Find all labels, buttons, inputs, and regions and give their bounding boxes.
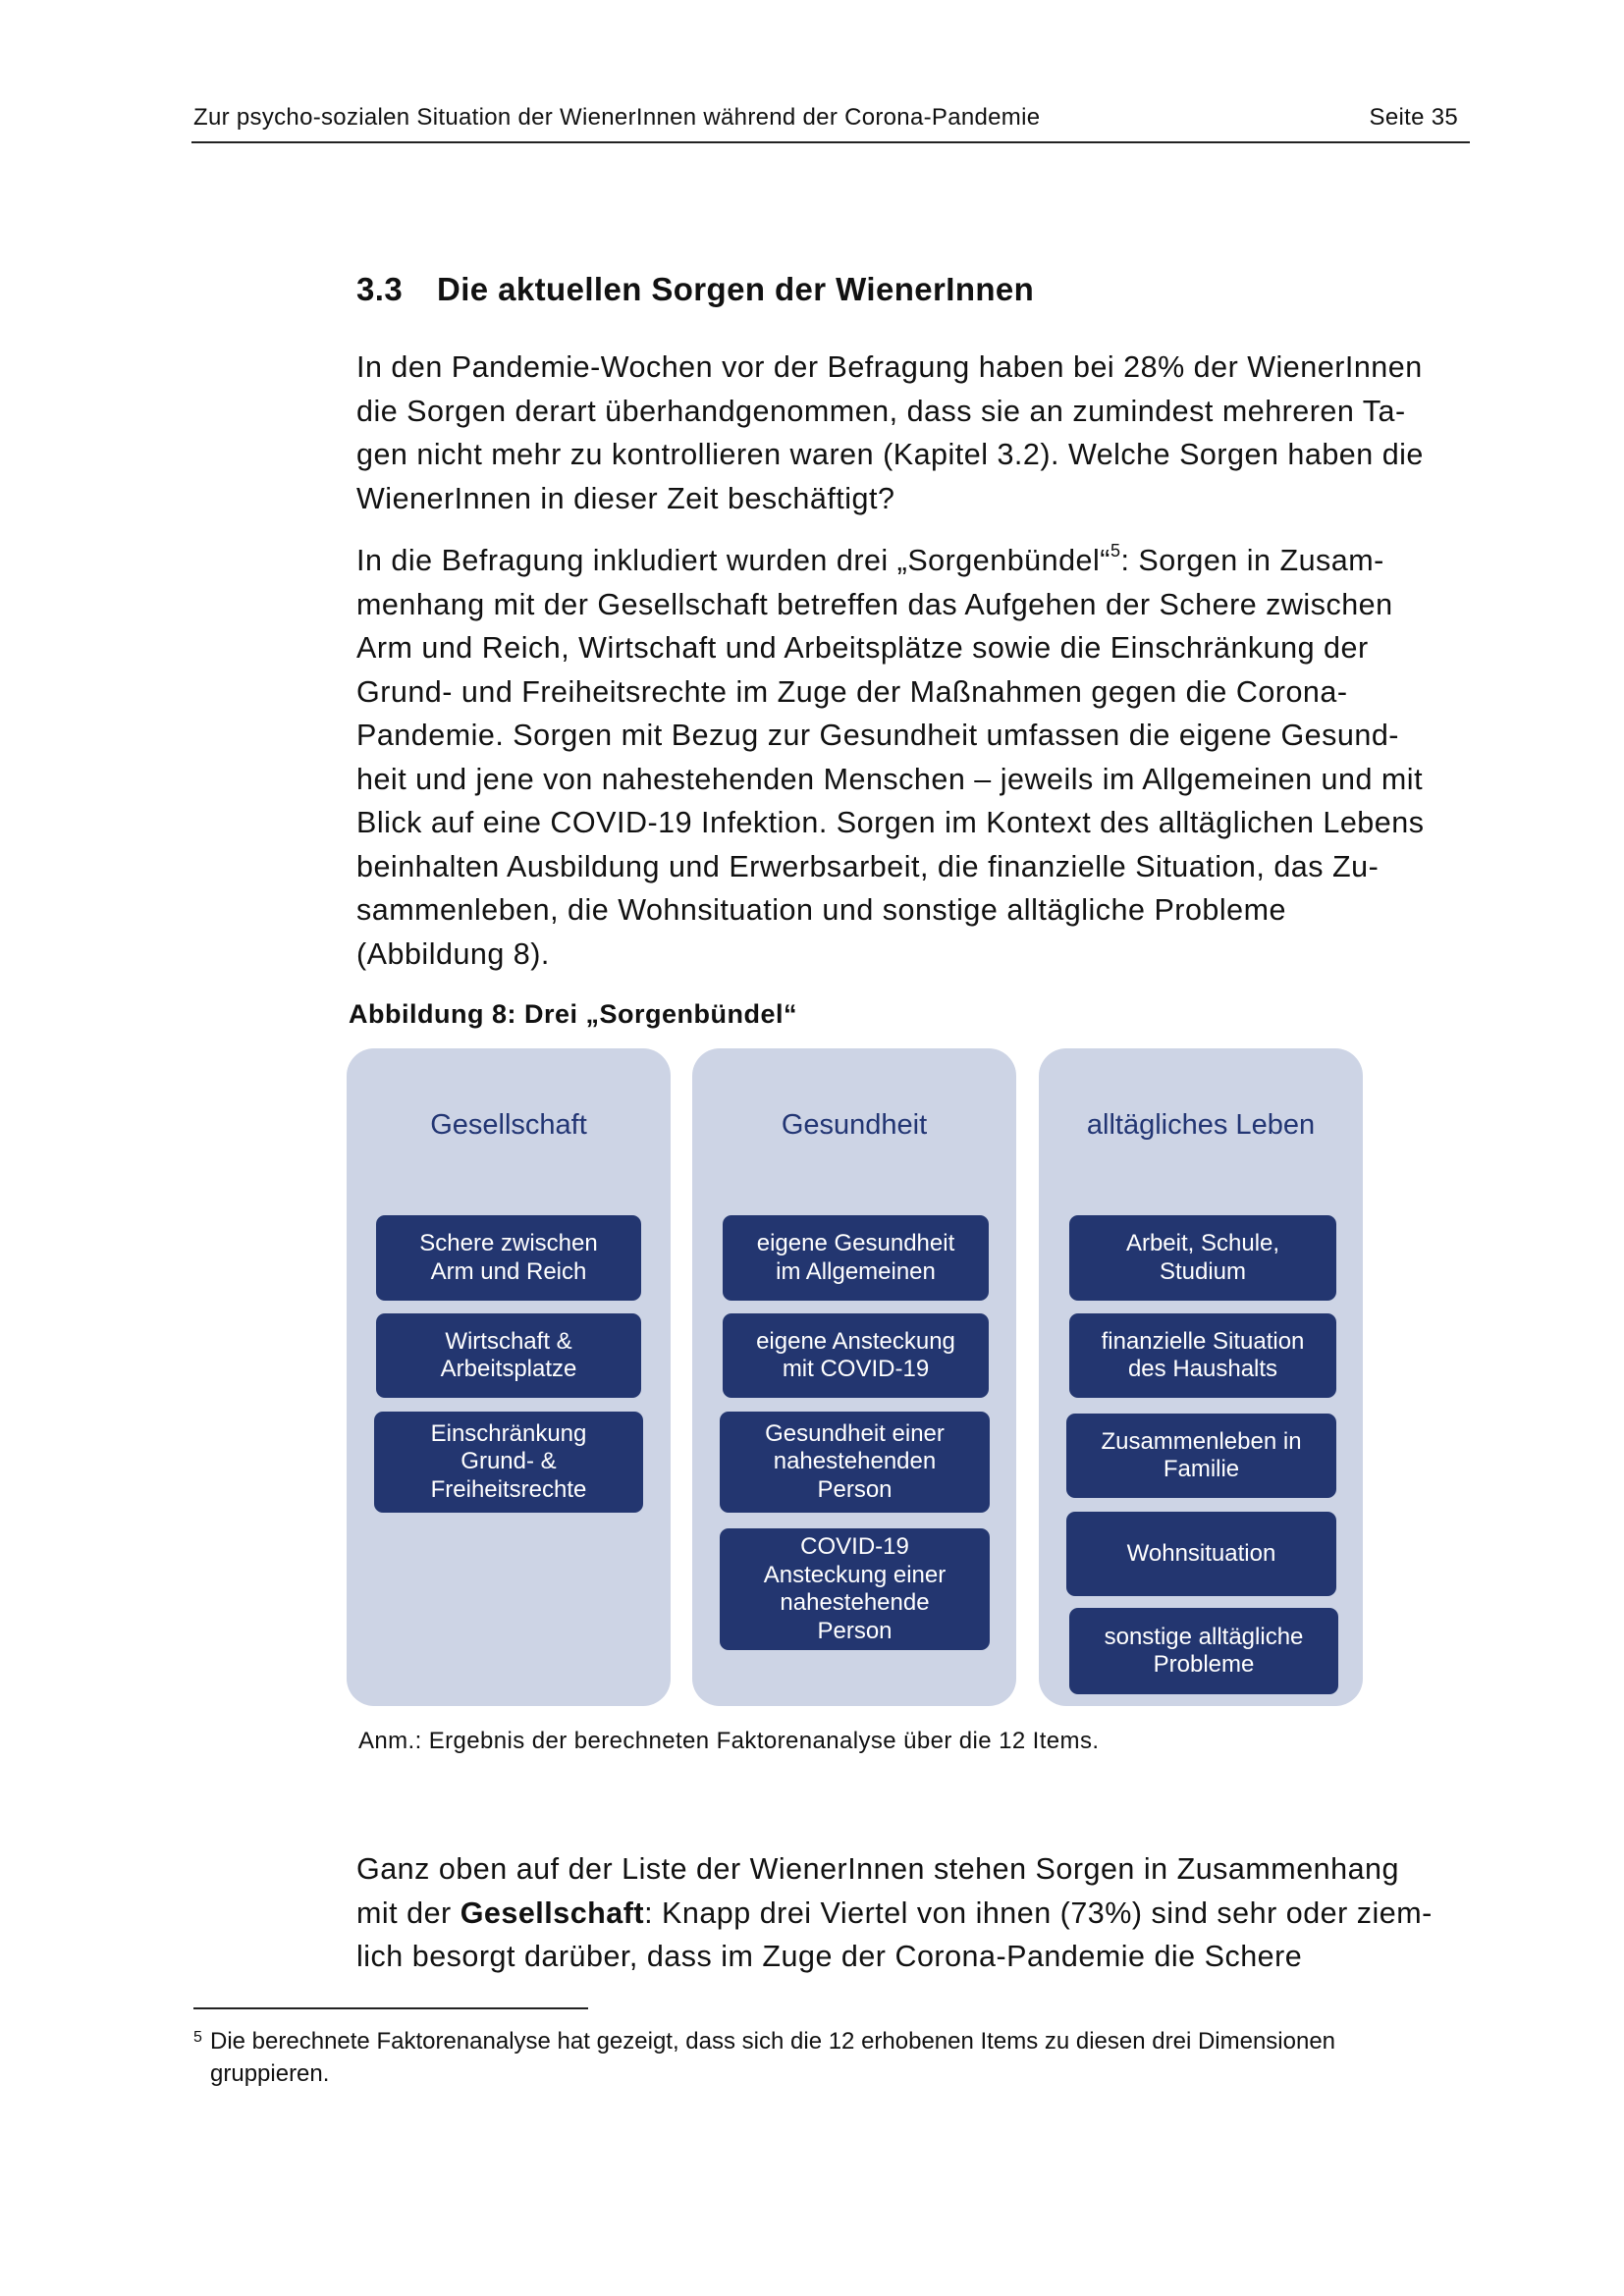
worry-item: Gesundheit einer nahestehenden Person	[720, 1412, 990, 1513]
text-line: WienerInnen in dieser Zeit beschäftigt?	[356, 481, 895, 515]
text-line: Arm und Reich, Wirtschaft und Arbeitsplätze sowie die Einschränkung der	[356, 631, 1369, 665]
worry-item: finanzielle Situation des Haushalts	[1069, 1313, 1336, 1398]
text-line: Pandemie. Sorgen mit Bezug zur Gesundheit umfassen die eigene Gesund-	[356, 719, 1399, 752]
text-fragment: : Knapp drei Viertel von ihnen (73%) sind sehr oder ziem-	[644, 1896, 1433, 1930]
footnote-number: 5	[193, 2029, 202, 2046]
category-column-alltaegliches-leben	[1039, 1048, 1363, 1706]
paragraph-sorgenbuendel	[356, 539, 1471, 976]
emphasis-gesellschaft: Gesellschaft	[460, 1896, 645, 1930]
figure-caption: Abbildung 8: Drei „Sorgenbündel“	[349, 999, 797, 1029]
footnote-reference[interactable]: 5	[1110, 541, 1121, 561]
worry-item: Einschränkung Grund- & Freiheitsrechte	[374, 1412, 643, 1513]
worry-item: Zusammenleben in Familie	[1066, 1414, 1336, 1498]
section-heading	[356, 271, 1034, 308]
category-title: alltägliches Leben	[1086, 1109, 1316, 1141]
section-title: Die aktuellen Sorgen der WienerInnen	[437, 271, 1035, 307]
text-line: gruppieren.	[210, 2060, 330, 2087]
text-line: Grund- und Freiheitsrechte im Zuge der Maßnahmen gegen die Corona-	[356, 674, 1348, 709]
text-line	[356, 1892, 1471, 1936]
category-title: Gesellschaft	[430, 1109, 587, 1141]
text-line: gen nicht mehr zu kontrollieren waren (Kapitel 3.2). Welche Sorgen haben die	[356, 438, 1424, 471]
paragraph-intro	[356, 346, 1471, 520]
text-line: Die berechnete Faktorenanalyse hat gezeigt, dass sich die 12 erhobenen Items zu diesen drei Dimensionen	[210, 2028, 1336, 2055]
text-line: beinhalten Ausbildung und Erwerbsarbeit, die finanzielle Situation, das Zu-	[356, 849, 1380, 883]
header-title: Zur psycho-sozialen Situation der WienerInnen während der Corona-Pandemie	[193, 104, 1041, 131]
page-number: Seite 35	[1369, 104, 1458, 131]
text-line: die Sorgen derart überhandgenommen, dass sie an zumindest mehreren Ta-	[356, 394, 1406, 428]
page-header	[191, 102, 1470, 143]
text-line: Ganz oben auf der Liste der WienerInnen stehen Sorgen in Zusammenhang	[356, 1852, 1399, 1886]
text-fragment: : Sorgen in Zusam-	[1120, 544, 1384, 577]
paragraph-gesellschaft	[356, 1847, 1471, 1979]
worry-item: Wohnsituation	[1066, 1512, 1336, 1596]
figure-note: Anm.: Ergebnis der berechneten Faktorenanalyse über die 12 Items.	[358, 1728, 1100, 1754]
worry-item: COVID-19 Ansteckung einer nahestehende Person	[720, 1528, 990, 1650]
worry-item: Wirtschaft & Arbeitsplatze	[376, 1313, 641, 1398]
category-title: Gesundheit	[781, 1109, 928, 1141]
footnote-divider	[193, 2007, 588, 2009]
text-fragment: In die Befragung inkludiert wurden drei „Sorgenbündel“	[356, 544, 1110, 577]
text-line	[356, 539, 1471, 583]
category-column-gesundheit	[692, 1048, 1016, 1706]
text-line: heit und jene von nahestehenden Menschen – jeweils im Allgemeinen und mit	[356, 762, 1424, 796]
worry-item: sonstige alltägliche Probleme	[1069, 1608, 1338, 1694]
worry-item: Arbeit, Schule, Studium	[1069, 1215, 1336, 1301]
text-line: In den Pandemie-Wochen vor der Befragung haben bei 28% der WienerInnen	[356, 350, 1423, 384]
worry-item: eigene Gesundheit im Allgemeinen	[723, 1215, 989, 1301]
section-number: 3.3	[356, 271, 404, 307]
category-column-gesellschaft	[347, 1048, 671, 1706]
text-line: Blick auf eine COVID-19 Infektion. Sorgen im Kontext des alltäglichen Lebens	[356, 806, 1425, 839]
text-line: lich besorgt darüber, dass im Zuge der Corona-Pandemie die Schere	[356, 1940, 1303, 1973]
text-line: (Abbildung 8).	[356, 936, 550, 971]
worry-item: eigene Ansteckung mit COVID-19	[723, 1313, 989, 1398]
text-fragment: mit der	[356, 1896, 460, 1930]
footnote-text	[210, 2025, 1477, 2090]
text-line: sammenleben, die Wohnsituation und sonstige alltägliche Probleme	[356, 893, 1286, 927]
text-line: menhang mit der Gesellschaft betreffen das Aufgehen der Schere zwischen	[356, 587, 1393, 621]
worry-item: Schere zwischen Arm und Reich	[376, 1215, 641, 1301]
